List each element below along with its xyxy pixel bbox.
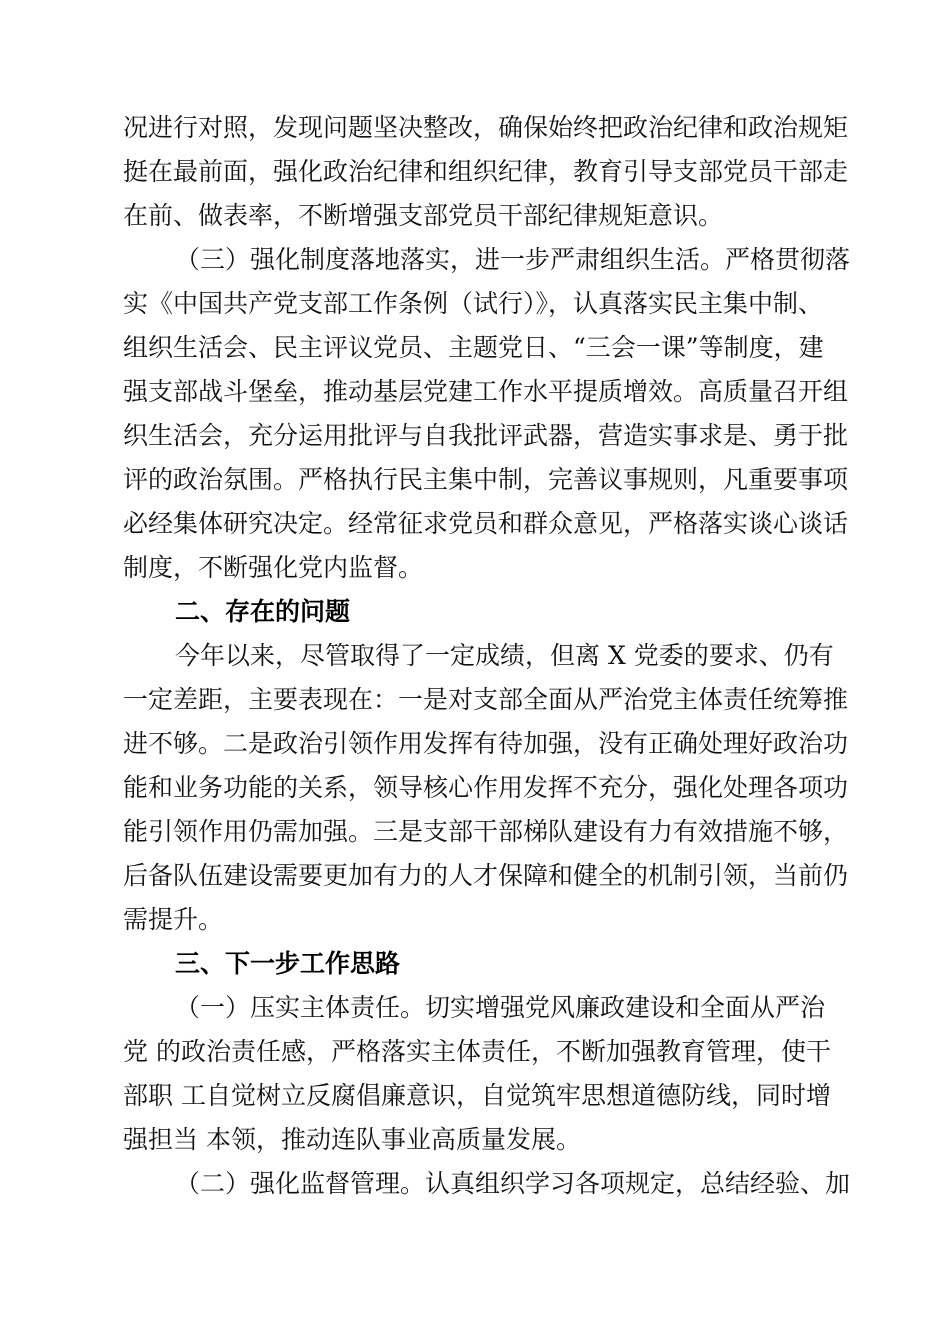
paragraph-4-line-2: 党 的政治责任感，严格落实主体责任，不断加强教育管理，使干 [123,1037,831,1066]
paragraph-2-line-4: 强支部战斗堡垒，推动基层党建工作水平提质增效。高质量召开组 [123,377,849,406]
paragraph-1-line-3: 在前、做表率，不断增强支部党员干部纪律规矩意识。 [123,201,724,230]
paragraph-1-line-2: 挺在最前面，强化政治纪律和组织纪律，教育引导支部党员干部走 [123,157,849,186]
section-heading-next-steps: 三、下一步工作思路 [175,949,401,978]
paragraph-3-line-5: 能引领作用仍需加强。三是支部干部梯队建设有力有效措施不够， [123,817,849,846]
paragraph-3-line-6: 后备队伍建设需要更加有力的人才保障和健全的机制引领，当前仍 [123,861,849,890]
paragraph-2-line-5: 织生活会，充分运用批评与自我批评武器，营造实事求是、勇于批 [123,421,849,450]
paragraph-3-line-2: 一定差距，主要表现在：一是对支部全面从严治党主体责任统筹推 [123,685,849,714]
paragraph-5-line-1: （二）强化监督管理。认真组织学习各项规定，总结经验、加 [175,1169,851,1198]
paragraph-4-line-3: 部职 工自觉树立反腐倡廉意识，自觉筑牢思想道德防线，同时增 [123,1081,831,1110]
paragraph-1-line-1: 况进行对照，发现问题坚决整改，确保始终把政治纪律和政治规矩 [123,113,849,142]
section-heading-problems: 二、存在的问题 [175,597,351,626]
paragraph-3-line-3: 进不够。二是政治引领作用发挥有待加强，没有正确处理好政治功 [123,729,849,758]
paragraph-2-line-1: （三）强化制度落地落实，进一步严肃组织生活。严格贯彻落 [175,245,851,274]
paragraph-3-line-4: 能和业务功能的关系，领导核心作用发挥不充分，强化处理各项功 [123,773,849,802]
paragraph-2-line-7: 必经集体研究决定。经常征求党员和群众意见，严格落实谈心谈话 [123,509,849,538]
paragraph-2-line-2: 实《中国共产党支部工作条例（试行）》，认真落实民主集中制、 [123,289,824,318]
paragraph-2-line-6: 评的政治氛围。严格执行民主集中制，完善议事规则，凡重要事项 [123,465,849,494]
paragraph-2-line-8: 制度，不断强化党内监督。 [123,553,424,582]
paragraph-4-line-4: 强担当 本领，推动连队事业高质量发展。 [123,1125,581,1154]
paragraph-4-line-1: （一）压实主体责任。切实增强党风廉政建设和全面从严治 [175,993,826,1022]
paragraph-3-line-7: 需提升。 [123,905,224,934]
paragraph-3-line-1: 今年以来，尽管取得了一定成绩，但离 X 党委的要求、仍有 [175,641,834,670]
paragraph-2-line-3: 组织生活会、民主评议党员、主题党日、“三会一课”等制度，建 [123,333,824,362]
